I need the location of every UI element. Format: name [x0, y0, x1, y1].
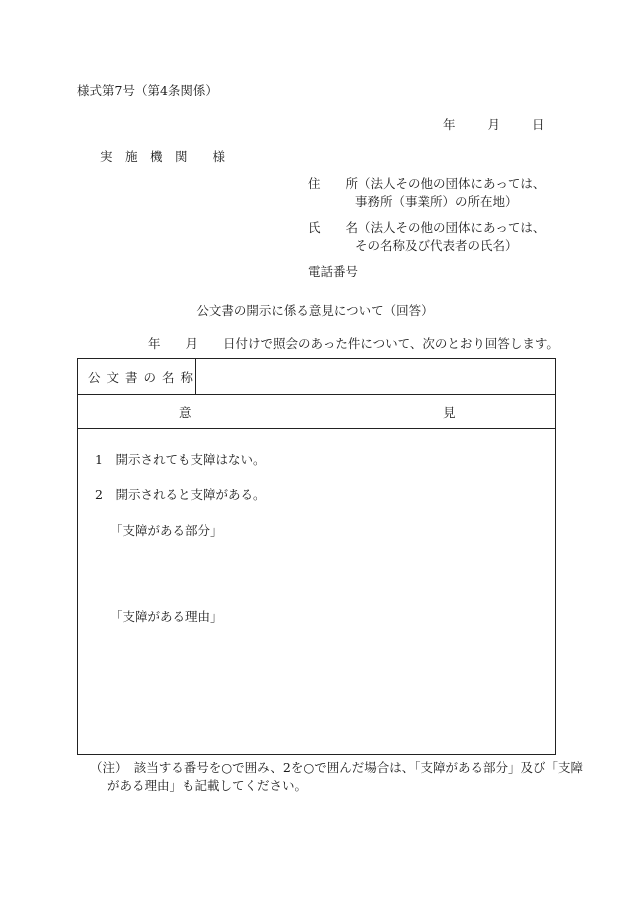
date-year: 年 — [443, 117, 456, 132]
date-month: 月 — [487, 117, 500, 132]
doc-name-label: 公文書の名称 — [88, 370, 200, 385]
opinion-header-1: 意 — [179, 405, 192, 420]
phone-label: 電話番号 — [308, 264, 359, 279]
document-title: 公文書の開示に係る意見について（回答） — [196, 303, 434, 318]
intro-text: 年 月 日付けで照会のあった件について、次のとおり回答します。 — [148, 336, 559, 351]
recipient: 実 施 機 関 様 — [100, 149, 226, 164]
option-1: 1 開示されても支障はない。 — [95, 452, 266, 467]
address-label: 住 所（法人その他の団体にあっては、 — [308, 176, 546, 191]
form-number: 様式第7号（第4条関係） — [77, 83, 218, 98]
date-day: 日 — [531, 117, 545, 132]
opinion-table — [77, 358, 556, 755]
option-2: 2 開示されると支障がある。 — [95, 487, 266, 502]
name-label: 氏 名（法人その他の団体にあっては、 — [308, 220, 546, 235]
opinion-header-2: 見 — [443, 405, 456, 420]
name-line2: その名称及び代表者の氏名） — [355, 238, 518, 253]
doc-name-divider — [195, 359, 196, 394]
address-line2: 事務所（事業所）の所在地） — [355, 194, 518, 209]
bracket-part: 「支障がある部分」 — [110, 523, 223, 538]
note-line2: がある理由」も記載してください。 — [107, 778, 308, 793]
date-line — [443, 117, 544, 133]
opinion-header-row — [78, 394, 555, 429]
doc-name-row — [78, 359, 555, 395]
bracket-reason: 「支障がある理由」 — [110, 609, 223, 624]
note-line1: （注） 該当する番号を○で囲み、2を○で囲んだ場合は、「支障がある部分」及び「支障 — [90, 760, 584, 775]
